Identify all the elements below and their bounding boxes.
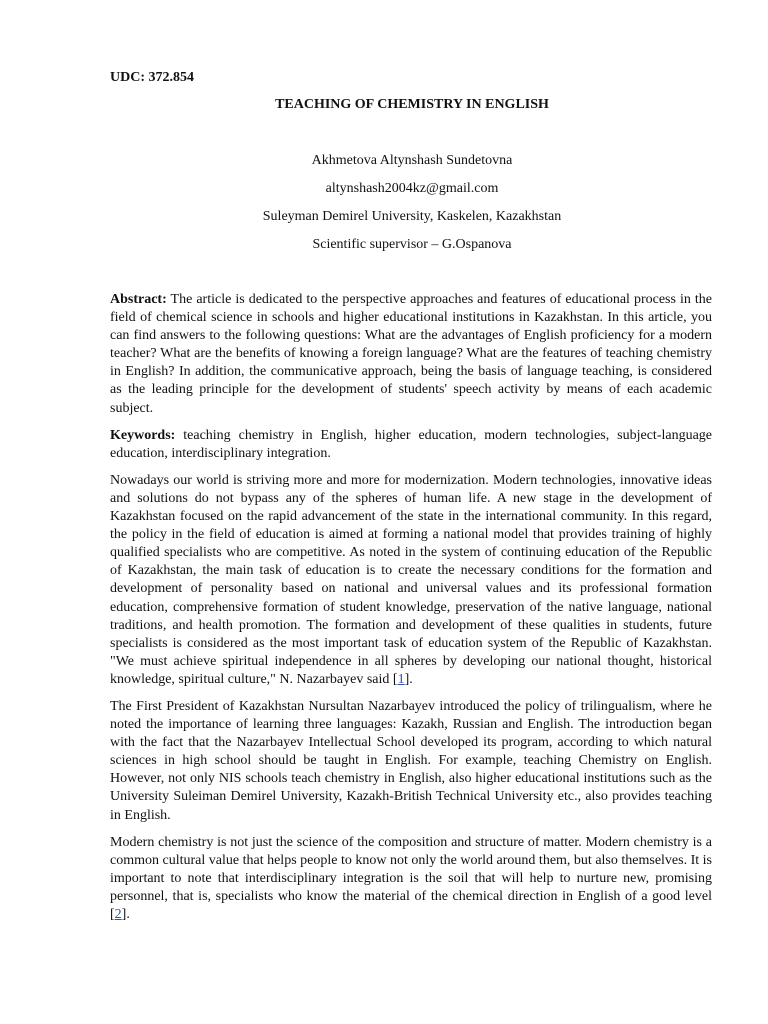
article-title: TEACHING OF CHEMISTRY IN ENGLISH bbox=[275, 97, 549, 112]
body-paragraph-1 bbox=[110, 472, 712, 689]
author-email: altynshash2004kz@gmail.com bbox=[325, 181, 499, 196]
abstract-label: Abstract: bbox=[110, 292, 167, 307]
abstract-paragraph bbox=[110, 291, 712, 418]
author-affiliation: Suleyman Demirel University, Kaskelen, Kazakhstan bbox=[262, 209, 562, 224]
udc-code: UDC: 372.854 bbox=[110, 70, 194, 85]
paragraph-tail: ]. bbox=[121, 907, 130, 922]
abstract-text: The article is dedicated to the perspective approaches and features of educational process in the field of chemical science in schools and higher educational institutions in Kazakhstan. In this article, you can find answers to the following questions: What are the advantages of English proficiency for a modern teacher? What are the benefits of knowing a foreign language? What are the features of teaching chemistry in English? In addition, the communicative approach, being the basis of language teaching, is considered as the leading principle for the development of students' speech activity by means of each academic subject. bbox=[110, 292, 712, 416]
reference-link-1[interactable]: 1 bbox=[397, 671, 405, 687]
body-paragraph-3 bbox=[110, 834, 712, 924]
scientific-supervisor: Scientific supervisor – G.Ospanova bbox=[312, 237, 512, 252]
body-paragraph-2 bbox=[110, 698, 712, 825]
reference-link-2[interactable]: 2 bbox=[114, 907, 122, 922]
keywords-label: Keywords: bbox=[110, 427, 176, 443]
paragraph-text: Modern chemistry is not just the science of the composition and structure of matter. Modern chemistry is a common cultural value that helps people to know not only the world around them, but also themselves. It is important to note that interdisciplinary integration is the soil that will help to nurture new, promising personnel, that is, specialists who know the material of the chemical direction in English of a good level [ bbox=[110, 834, 712, 922]
article-body bbox=[110, 291, 712, 933]
paragraph-text: The First President of Kazakhstan Nursultan Nazarbayev introduced the policy of trilingualism, where he noted the importance of learning three languages: Kazakh, Russian and English. The introduction began with the fact that the Nazarbayev Intellectual School developed its program, according to which natural sciences in high school should be taught in English. For example, teaching Chemistry on English. However, not only NIS schools teach chemistry in English, also higher educational institutions such as the University Suleiman Demirel University, Kazakh-British Technical University etc., also provides teaching in English. bbox=[110, 698, 712, 823]
keywords-paragraph bbox=[110, 427, 712, 463]
author-name: Akhmetova Altynshash Sundetovna bbox=[311, 153, 513, 168]
paragraph-tail: ]. bbox=[404, 671, 413, 687]
keywords-text: teaching chemistry in English, higher education, modern technologies, subject-language education, interdisciplinary integration. bbox=[110, 427, 713, 461]
paragraph-text: Nowadays our world is striving more and more for modernization. Modern technologies, innovative ideas and solutions do not bypass any of the spheres of human life. A new stage in the development of Kazakhstan focused on the rapid advancement of the state in the international community. In this regard, the policy in the field of education is aimed at forming a national model that provides training of highly qualified specialists who are competitive. As noted in the system of continuing education of the Republic of Kazakhstan, the main task of education is to create the necessary conditions for the formation and development of personality based on national and universal values and its professional formation education, comprehensive formation of student knowledge, preservation of the native language, national traditions, and health promotion. The formation and development of these qualities in students, future specialists is considered as the most important task of education system of the Republic of Kazakhstan. "We must achieve spiritual independence in all spheres by developing our national thought, historical knowledge, spiritual culture," N. Nazarbayev said [ bbox=[110, 472, 712, 687]
